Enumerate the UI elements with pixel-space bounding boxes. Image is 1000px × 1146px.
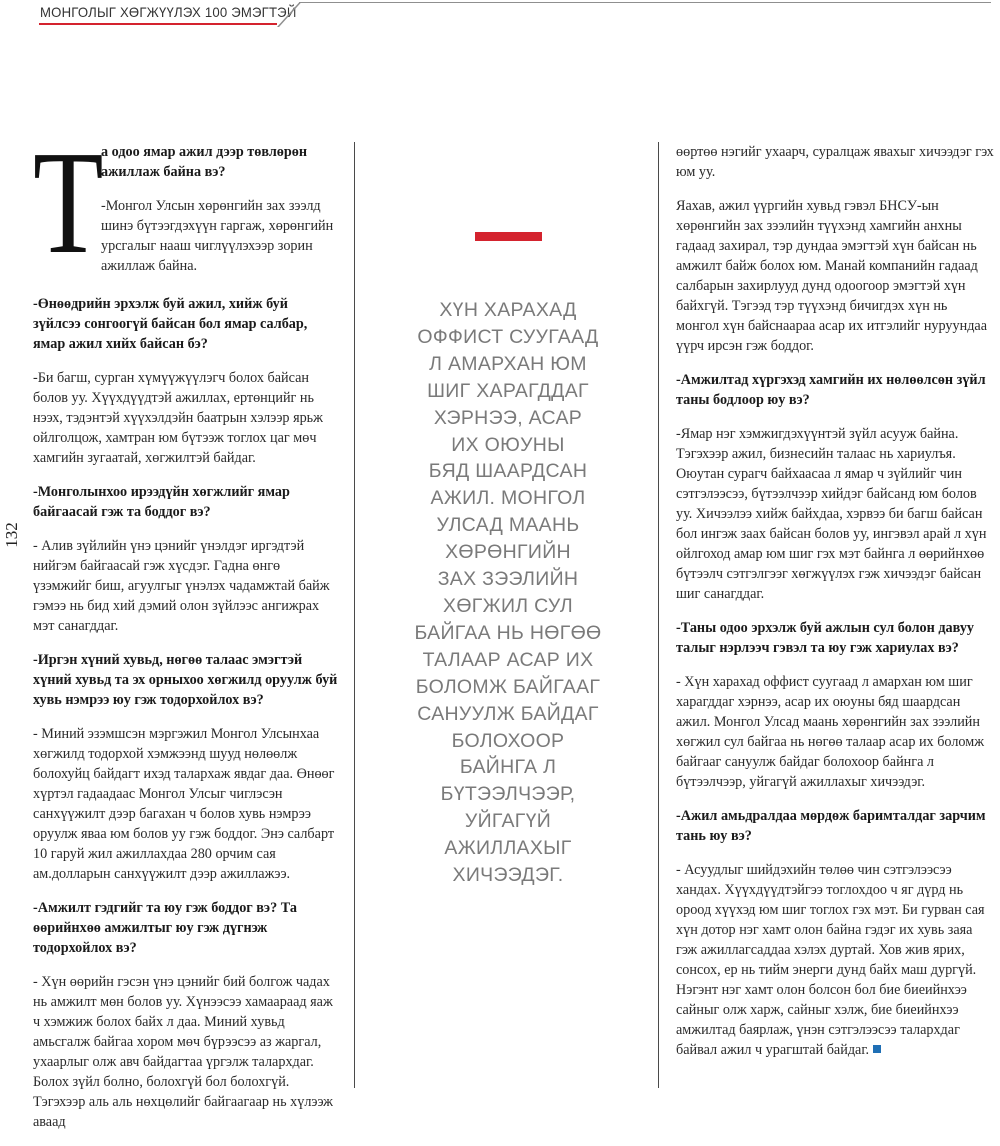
header-accent-rule (39, 23, 277, 25)
column-divider-left (354, 142, 355, 1088)
pull-quote-line: ХЭРНЭЭ, АСАР (433, 406, 583, 429)
pull-quote-line: ЗАХ ЗЭЭЛИЙН (437, 568, 579, 591)
pull-quote-line: ШИГ ХАРАГДДАГ (427, 379, 589, 402)
pull-quote-line: ХӨГЖИЛ СУЛ (443, 594, 573, 617)
pull-quote-accent-bar (475, 232, 542, 241)
final-answer (676, 860, 994, 1060)
pull-quote-line: ОФФИСТ СУУГААД (417, 325, 599, 348)
pull-quote-line: ИХ ОЮУНЫ (451, 433, 565, 456)
answer: -Ямар нэг хэмжигдэхүүнтэй зүйл асууж байна. Тэгэхээр ажил, бизнесийн талаас нь хариулъя. Оюутан сурагч байхаасаа л ямар ч зүйлийг чин сэтгэлээсээ, бүтээлчээр хийдэг байсанд юм болов уу. Хичээлээ хийж байхдаа, хэрвээ би багш байсан бол ингэж заах байсан болов уу, ингэвэл арай л хүн ойлгоход амар юм шиг гэх мэт байнга л өөрийнхөө бүтээлч сэтгэлгээг хөгжүүлэх гэж хичээдэг байсан шиг санагддаг. (676, 426, 987, 602)
intro-answer: -Монгол Улсын хөрөнгийн зах зээлд шинэ бүтээгдэхүүн гаргаж, хөрөнгийн урсгалыг нааш чиглүүлэхээр зорин ажиллаж байна. (101, 198, 334, 274)
pull-quote-line: БОЛОХООР (451, 729, 565, 752)
intro-question: а одоо ямар ажил дээр төвлөрөн ажиллаж байна вэ? (101, 144, 308, 180)
question: -Амжилт гэдгийг та юу гэж боддог вэ? Та өөрийнхөө амжилтыг юу гэж дүгнэж тодорхойлох вэ? (33, 900, 297, 956)
running-header (0, 0, 1000, 30)
column-divider-right (658, 142, 659, 1088)
question: -Ажил амьдралдаа мөрдөж баримталдаг зарчим тань юу вэ? (676, 808, 986, 844)
pull-quote (372, 232, 644, 889)
pull-quote-line: БАЙНГА Л (459, 756, 557, 779)
answer: - Хүн харахад оффист суугаад л амархан юм шиг харагддаг хэрнээ, асар их оюуны бяд шаардсан ажил. Монгол Улсад маань хөрөнгийн зах зээлийн хөгжил сул байгаа нь нөгөө талаар асар их боломж байгааг сануулж байдаг болохоор байнга л бүтээлчээр, уйгагүй ажиллахыг хичээдэг. (676, 674, 985, 790)
pull-quote-line: ХӨРӨНГИЙН (445, 541, 571, 564)
pull-quote-line: БОЛОМЖ БАЙГААГ (415, 675, 601, 698)
continued-text: өөртөө нэгийг ухаарч, суралцаж явахыг хичээдэг гэх юм уу. (676, 144, 994, 180)
end-of-article-icon (873, 1045, 881, 1053)
answer: - Алив зүйлийн үнэ цэнийг үнэлдэг иргэдтэй нийгэм байгаасай гэж хүсдэг. Гадна өнгө үзэмжийг биш, агуулгыг үнэлэх чадамжтай байж гэмээ нь бид хий дэмий олон зүйлээс ангижрах мэт санагддаг. (33, 538, 330, 634)
pull-quote-line: АЖИЛ. МОНГОЛ (430, 487, 586, 510)
page-number: 132 (2, 522, 21, 548)
answer-text: - Асуудлыг шийдэхийн төлөө чин сэтгэлээсээ хандах. Хүүхдүүдтэйгээ тоглохдоо ч яг дүрд нь ороод хүүхэд юм шиг тоглох гэх мэт. Би гурван сая хүн дотор нэг хамт олон байна гэдэг их хувь заяа гэж ажиллагсаддаа хэлэх дуртай. Хов жив ярих, сонсох, ер нь тийм энерги дунд байх маш дургүй. Нэгэнт нэг хамт олон болсон бол бие биеийнхээ сайныг олж харж, сайныг хэлж, бие биеийнхээ амжилтад баярлаж, үнэн сэтгэлээсээ талархдаг байвал ажил ч урагштай байдаг. (676, 862, 985, 1058)
question: -Иргэн хүний хувьд, нөгөө талаас эмэгтэй хүний хувьд та эх орныхоо хөгжилд оруулж буй хувь нэмрээ юу гэж тодорхойлох вэ? (33, 652, 338, 708)
question: -Монголынхоо ирээдүйн хөгжлийг ямар байгаасай гэж та боддог вэ? (33, 484, 290, 520)
answer: - Хүн өөрийн гэсэн үнэ цэнийг бий болгож чадах нь амжилт мөн болов уу. Хүнээсээ хамаараад яаж ч хэмжиж болох байх л даа. Миний хувьд амьсгалж байгаа хором мөч бүрээсээ аз жаргал, ухаарлыг олж авч байдагтаа үргэлж талархдаг. Болох зүйл болно, болохгүй бол болохгүй. Тэгэхээр аль аль нөхцөлийг байгаагаар нь хүлээж аваад (33, 974, 333, 1130)
pull-quote-line: УЛСАД МААНЬ (436, 514, 580, 537)
intro-text (101, 142, 341, 290)
pull-quote-line: УЙГАГҮЙ (464, 810, 552, 833)
question: -Өнөөдрийн эрхэлж буй ажил, хийж буй зүйлсээ сонгоогүй байсан бол ямар салбар, ямар ажил хийх байсан бэ? (33, 296, 308, 352)
answer: -Би багш, сурган хүмүүжүүлэгч болох байсан болов уу. Хүүхдүүдтэй ажиллах, ертөнцийг нь нээх, тэдэнтэй хүүхэлдэйн баатрын хэлээр ярьж ойлголцож, хамтран юм бүтээж тоглох цаг мөч хамгийн зугаатай, хөгжилтэй байдаг. (33, 370, 323, 466)
intro-block (33, 121, 339, 285)
question: -Амжилтад хүргэхэд хамгийн их нөлөөлсөн зүйл таны бодлоор юу вэ? (676, 372, 986, 408)
pull-quote-line: ТАЛААР АСАР ИХ (422, 648, 594, 671)
pull-quote-line: БАЙГАА НЬ НӨГӨӨ (414, 621, 602, 644)
question: -Таны одоо эрхэлж буй ажлын сул болон давуу талыг нэрлээч гэвэл та юу гэж хариулах вэ? (676, 620, 975, 656)
header-top-rule (299, 2, 991, 3)
left-column (33, 121, 339, 1146)
drop-cap: Т (33, 121, 104, 285)
pull-quote-line: БЯД ШААРДСАН (428, 460, 588, 483)
pull-quote-text (372, 297, 644, 889)
pull-quote-line: ХҮН ХАРАХАД (439, 299, 577, 321)
pull-quote-line: БҮТЭЭЛЧЭЭР, (440, 783, 576, 806)
section-title: МОНГОЛЫГ ХӨГЖҮҮЛЭХ 100 ЭМЭГТЭЙ (40, 4, 297, 20)
pull-quote-line: АЖИЛЛАХЫГ (444, 837, 572, 860)
right-column (676, 142, 994, 1074)
body-paragraph: Яахав, ажил үүргийн хувьд гэвэл БНСУ-ын хөрөнгийн зах зээлийн түүхэнд хамгийн анхны гадаад захирал, тэр дундаа эмэгтэй хүн байсан нь амжилт байж болох юм. Манай компанийн гадаад салбарын захирлууд дунд одоогоор эмэгтэй хүн байхгүй. Тэгээд тэр түүхэнд бичигдэх хүн нь монгол хүн байснаараа асар их итгэлийг нуруундаа үүрч ирсэн гэж боддог. (676, 198, 988, 354)
pull-quote-line: ХИЧЭЭДЭГ. (452, 864, 564, 887)
pull-quote-line: САНУУЛЖ БАЙДАГ (417, 702, 599, 725)
pull-quote-line: Л АМАРХАН ЮМ (429, 352, 587, 375)
answer: - Миний эзэмшсэн мэргэжил Монгол Улсынхаа хөгжилд тодорхой хэмжээнд шууд нөлөөлж болохуйц байдагт ихэд талархаж явдаг даа. Өнөөг хүртэл гадаадаас Монгол Улсыг чиглэсэн санхүүжилт дээр багахан ч болов хувь нэмрээ оруулж яваа юм болов уу гэж боддог. Энэ салбарт 10 гаруй жил ажиллахдаа 280 орчим сая ам.долларын санхүүжилт дээр ажиллажээ. (33, 726, 335, 882)
